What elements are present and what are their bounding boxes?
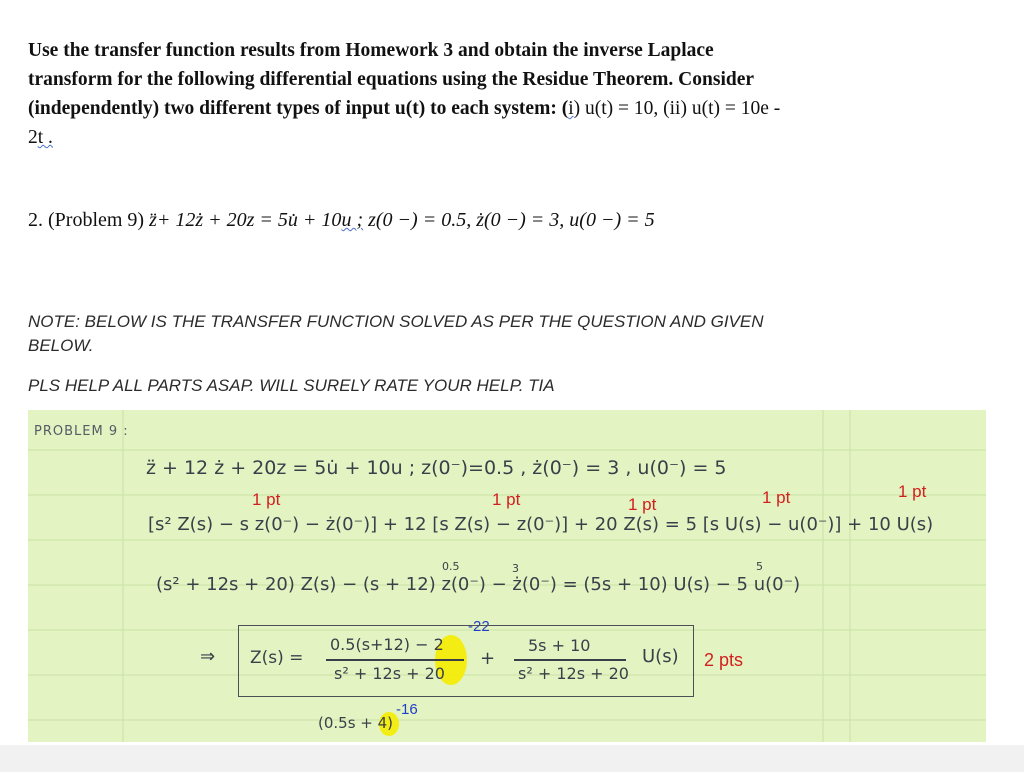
hw-numerator-2: 5s + 10	[528, 636, 591, 655]
question-line-3: (independently) two different types of input u(t) to each system: (i) u(t) = 10, (ii) u(t) = 10e -	[28, 98, 781, 119]
hw-bottom-note: (0.5s + 4)	[318, 714, 394, 732]
hw-plus: +	[480, 648, 496, 669]
request-text: PLS HELP ALL PARTS ASAP. WILL SURELY RATE YOUR HELP. TIA	[28, 376, 555, 395]
points-annotation: 2 pts	[704, 650, 744, 670]
problem-label: PROBLEM 9 :	[34, 424, 129, 439]
page-footer-strip	[0, 745, 1024, 772]
points-annotation: 1 pt	[762, 488, 791, 507]
hw-small-value: 3	[512, 562, 519, 575]
hw-rearranged: (s² + 12s + 20) Z(s) − (s + 12) z(0⁻) − ż(0⁻) = (5s + 10) U(s) − 5 u(0⁻)	[156, 574, 801, 595]
hw-denominator-1: s² + 12s + 20	[334, 664, 445, 683]
spellcheck-word: u ;	[341, 209, 364, 231]
question-text	[28, 36, 988, 152]
question-line-2: transform for the following differential equations using the Residue Theorem. Consider	[28, 69, 755, 90]
spellcheck-word: i	[568, 98, 574, 119]
points-annotation: 1 pt	[628, 495, 657, 514]
points-annotation: 1 pt	[492, 490, 521, 509]
note-text: NOTE: BELOW IS THE TRANSFER FUNCTION SOLVED AS PER THE QUESTION AND GIVEN BELOW.	[28, 312, 764, 355]
correction-annotation: -22	[468, 618, 490, 635]
hw-small-value: 5	[756, 560, 763, 573]
question-line-1: Use the transfer function results from Homework 3 and obtain the inverse Laplace	[28, 40, 714, 61]
handwritten-solution-image	[28, 410, 986, 742]
problem-statement: 2. (Problem 9) z̈+ 12ż + 20z = 5u̇ + 10u ; z(0 −) = 0.5, ż(0 −) = 3, u(0 −) = 5	[28, 209, 655, 231]
hw-numerator-1: 0.5(s+12) − 2	[330, 635, 444, 654]
implies-arrow: ⇒	[200, 646, 216, 667]
hw-small-value: 0.5	[442, 560, 460, 573]
question-line-4: 2t .	[28, 127, 53, 148]
hw-denominator-2: s² + 12s + 20	[518, 664, 629, 683]
hw-laplace-transform: [s² Z(s) − s z(0⁻) − ż(0⁻)] + 12 [s Z(s) − z(0⁻)] + 20 Z(s) = 5 [s U(s) − u(0⁻)] + 10 U(s)	[148, 514, 934, 535]
points-annotation: 1 pt	[252, 490, 281, 509]
fraction-bar	[514, 659, 626, 661]
hw-zs: Z(s) =	[250, 648, 304, 668]
correction-annotation: -16	[396, 701, 418, 718]
hw-us: U(s)	[642, 646, 679, 667]
fraction-bar	[326, 659, 464, 661]
points-annotation: 1 pt	[898, 482, 927, 501]
hw-equation: z̈ + 12 ż + 20z = 5u̇ + 10u ; z(0⁻)=0.5 , ż(0⁻) = 3 , u(0⁻) = 5	[146, 457, 727, 479]
